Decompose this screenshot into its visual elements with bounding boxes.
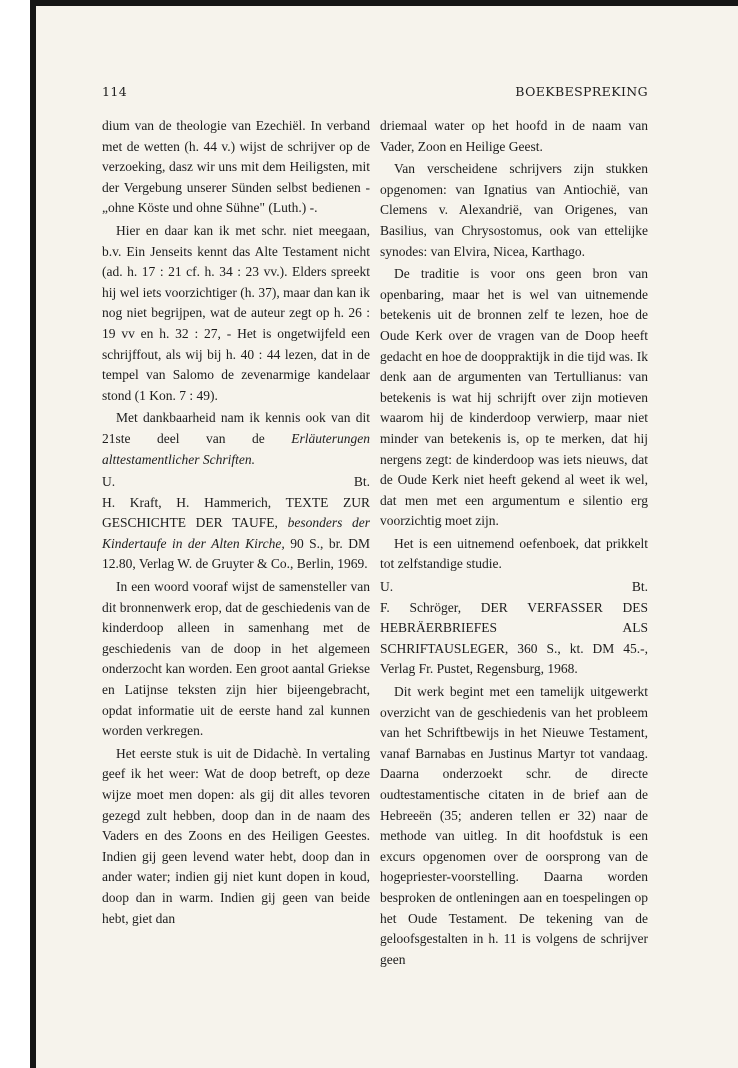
page-number: 114 (102, 84, 128, 99)
paragraph: Het eerste stuk is uit de Didachè. In vertaling geef ik het weer: Wat de doop betreft, op deze wijze moet men dopen: als gij dit alles tevoren gezegd zult hebben, doop dan in de naam des Vaders en des Zoons en des Heiligen Geestes. Indien gij geen levend water hebt, doop dan in ander water; indien gij niet kunt dopen in koud, doop dan in warm. Indien gij geen van beide hebt, giet dan (102, 745, 370, 926)
signature-location: U. (102, 474, 116, 490)
paragraph: Dit werk begint met een tamelijk uitgewerkt overzicht van de geschiedenis van het probleem van het Schriftbewijs in het Nieuwe Testament, vanaf Barnabas en Justinus Martyr tot vandaag. Daarna onderzoekt schr. de directe oudtestamentische citaten in de brief aan de Hebreeën (35; anderen tellen er 32) naar de methode van uitleg. In dit hoofdstuk is een excurs opgenomen over de oorsprong van de hogepriester-voorstelling. Daarna worden besproken de ontleningen aan en toespelingen op het Oude Testament. De tekening van de geloofsgestalten in h. 11 is volgens de schrijver geen (380, 684, 648, 967)
signature-initials: Bt. (353, 474, 370, 490)
book-subtitle: besonders der Kindertaufe in der Alten Kirche, (102, 515, 370, 551)
paragraph: Hier en daar kan ik met schr. niet meegaan, b.v. Ein Jenseits kennt das Alte Testament nicht (ad. h. 17 : 21 cf. h. 34 : 23 vv.). Elders spreekt hij wel iets voorzichtiger (h. 37), maar dan kan ik nog niet begrijpen, wat de auteur zegt op h. 26 : 19 vv en h. 32 : 27, - Het is ongetwijfeld een schrijffout, als wij bij h. 40 : 44 lezen, dat in de tempel van Salomo de zevenarmige kandelaar stond (1 Kon. 7 : 49). (102, 222, 370, 403)
right-column (380, 116, 648, 1016)
book-reference (102, 493, 370, 575)
paragraph (102, 408, 370, 470)
left-column (102, 116, 370, 1016)
book-reference: F. Schröger, DER VERFASSER DES HEBRÄERBRIEFES ALS SCHRIFTAUSLEGER, 360 S., kt. DM 45.-, Verlag Fr. Pustet, Regensburg, 1968. (380, 599, 648, 677)
paragraph: In een woord vooraf wijst de samensteller van dit bronnenwerk erop, dat de geschiedenis van de kinderdoop alleen in samenhang met de geschiedenis van de doop in het algemeen onderzocht kan worden. Een groot aantal Griekse en Latijnse teksten zijn hier bijeengebracht, opdat informatie uit de eerste hand zal kunnen worden verkregen. (102, 579, 370, 739)
paragraph-text: Met dankbaarheid nam ik kennis ook van dit 21ste deel van de (102, 410, 370, 446)
book-details: 90 S., br. DM 12.80, Verlag W. de Gruyter & Co., Berlin, 1969. (102, 535, 370, 572)
book-series-title: Erläuterungen alttestamentlicher Schriften. (102, 430, 371, 467)
book-authors-title: H. Kraft, H. Hammerich, TEXTE ZUR GESCHICHTE DER TAUFE, (102, 494, 370, 531)
paragraph: driemaal water op het hoofd in de naam van Vader, Zoon en Heilige Geest. (380, 118, 648, 154)
page-header (102, 84, 648, 104)
running-head: BOEKBESPREKING (515, 84, 648, 99)
review-signature (102, 472, 370, 493)
signature-location: U. (380, 579, 394, 595)
paragraph: De traditie is voor ons geen bron van openbaring, maar het is wel van uitnemende betekenis uit de bronnen zelf te lezen, hoe de Oude Kerk over de vragen van de Doop heeft gedacht en hoe de dooppraktijk in die tijd was. Ik denk aan de argumenten van Tertullianus: van betekenis is wat hij schrijft over zijn motieven waarom hij de kinderdoop verwierp, maar niet minder van betekenis is, op te merken, dat hij nergens zegt: de kinderdoop was iets nieuws, dat de Oude Kerk niet heeft gekend al weet ik wel, dat men met een argumentum e silentio erg voorzichtig moet zijn. (380, 266, 648, 529)
signature-initials: Bt. (631, 579, 648, 595)
review-signature (380, 577, 648, 598)
paragraph: dium van de theologie van Ezechiël. In verband met de wetten (h. 44 v.) wijst de schrijver op de verzoeking, dasz wir uns mit dem Heiligsten, mit der Vergebung unserer Sünden selbst bedienen - „ohne Köste und ohne Sühne" (Luth.) -. (102, 118, 370, 216)
paragraph: Van verscheidene schrijvers zijn stukken opgenomen: van Ignatius van Antiochië, van Clemens v. Alexandrië, van Origenes, van Basilius, van Chrysostomus, ook van ettelijke synodes: van Elvira, Nicea, Karthago. (380, 161, 648, 259)
paragraph: Het is een uitnemend oefenboek, dat prikkelt tot zelfstandige studie. (380, 535, 648, 572)
